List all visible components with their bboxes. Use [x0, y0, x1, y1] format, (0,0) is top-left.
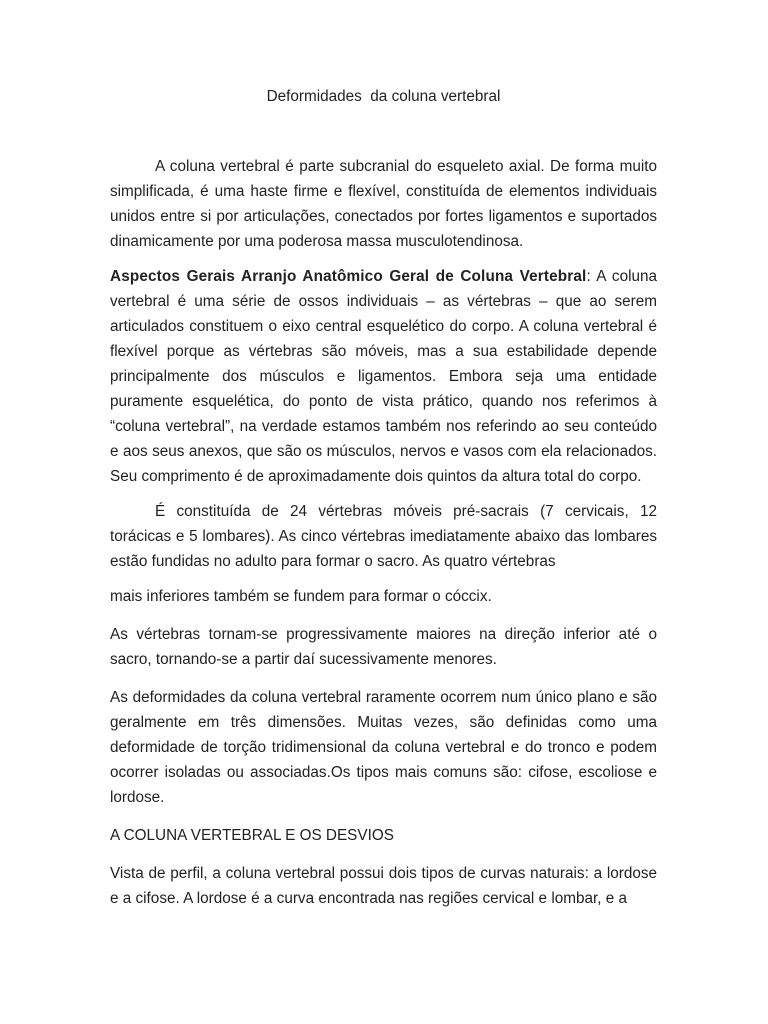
- paragraph-deformities: As deformidades da coluna vertebral raramente ocorrem num único plano e são geralmente em três dimensões. Muitas vezes, são definidas como uma deformidade de torção tridimensional da coluna vertebral e do tronco e podem ocorrer isoladas ou associadas.Os tipos mais comuns são: cifose, escoliose e lordose.: [110, 689, 657, 806]
- paragraph-vertebrae-count: É constituída de 24 vértebras móveis pré-sacrais (7 cervicais, 12 torácicas e 5 lombares). As cinco vértebras imediatamente abaixo das lombares estão fundidas no adulto para formar o sacro. As quatro vértebras: [110, 503, 657, 570]
- paragraph-vertebrae-size: As vértebras tornam-se progressivamente maiores na direção inferior até o sacro, tornando-se a partir daí sucessivamente menores.: [110, 626, 657, 668]
- document-page: [110, 84, 657, 911]
- section-heading-deviations: A COLUNA VERTEBRAL E OS DESVIOS: [110, 827, 394, 844]
- paragraph-curves: Vista de perfil, a coluna vertebral possui dois tipos de curvas naturais: a lordose e a cifose. A lordose é a curva encontrada nas regiões cervical e lombar, e a: [110, 865, 657, 907]
- document-title: Deformidades da coluna vertebral: [266, 88, 501, 105]
- inline-heading-anatomy: Aspectos Gerais Arranjo Anatômico Geral de Coluna Vertebral: [110, 268, 587, 285]
- paragraph-coccyx: mais inferiores também se fundem para formar o cóccix.: [110, 588, 492, 605]
- paragraph-anatomy-body: : A coluna vertebral é uma série de ossos individuais – as vértebras – que ao serem articulados constituem o eixo central esquelético do corpo. A coluna vertebral é flexível porque as vértebras são móveis, mas a sua estabilidade depende principalmente dos músculos e ligamentos. Embora seja uma entidade puramente esquelética, do ponto de vista prático, quando nos referimos à “coluna vertebral”, na verdade estamos também nos referindo ao seu conteúdo e aos seus anexos, que são os músculos, nervos e vasos com ela relacionados. Seu comprimento é de aproximadamente dois quintos da altura total do corpo.: [110, 268, 657, 485]
- paragraph-intro: A coluna vertebral é parte subcranial do esqueleto axial. De forma muito simplificada, é uma haste firme e flexível, constituída de elementos individuais unidos entre si por articulações, conectados por fortes ligamentos e suportados dinamicamente por uma poderosa massa musculotendinosa.: [110, 158, 657, 250]
- paragraph-anatomy: [110, 264, 657, 489]
